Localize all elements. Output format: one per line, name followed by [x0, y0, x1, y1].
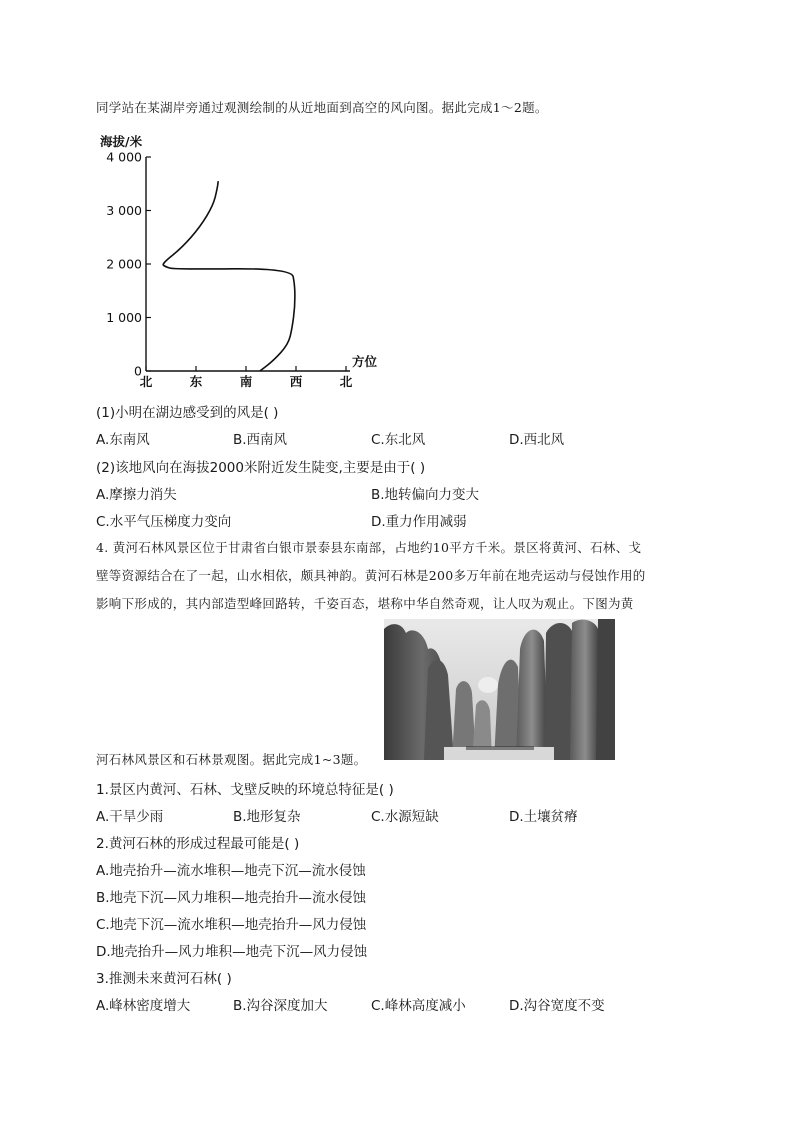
s2-q2-stem: 2.黄河石林的形成过程最可能是( )	[96, 836, 300, 852]
s2-q1-option-b[interactable]: B.地形复杂	[233, 809, 301, 825]
y-tick-label: 3 000	[106, 203, 142, 218]
s2-q1-option-a[interactable]: A.干旱少雨	[96, 809, 164, 825]
s2-q3-option-d[interactable]: D.沟谷宽度不变	[509, 998, 605, 1014]
s2-q1-option-c[interactable]: C.水源短缺	[371, 809, 439, 825]
q2-option-b[interactable]: B.地转偏向力变大	[371, 487, 480, 503]
y-tick-label: 1 000	[106, 310, 142, 325]
q1-option-b[interactable]: B.西南风	[233, 432, 288, 448]
wind-direction-series-line	[163, 181, 295, 371]
s2-q1-stem: 1.景区内黄河、石林、戈壁反映的环境总特征是( )	[96, 782, 394, 798]
y-tick-label: 4 000	[106, 149, 142, 165]
s2-q3-option-b[interactable]: B.沟谷深度加大	[233, 998, 328, 1014]
wind-direction-chart	[90, 128, 390, 398]
s2-q3-option-a[interactable]: A.峰林密度增大	[96, 998, 191, 1014]
section2-intro-line-3: 影响下形成的，其内部造型峰回路转，千姿百态，堪称中华自然奇观，让人叹为观止。下图为黄	[96, 596, 634, 611]
q2-option-d[interactable]: D.重力作用减弱	[371, 514, 467, 530]
q1-option-a[interactable]: A.东南风	[96, 432, 150, 448]
section2-intro-line-1: 4. 黄河石林风景区位于甘肃省白银市景泰县东南部，占地约10平方千米。景区将黄河、石林、戈	[96, 540, 642, 555]
s2-q2-option-b[interactable]: B.地壳下沉—风力堆积—地壳抬升—流水侵蚀	[96, 890, 367, 906]
section2-intro-line-4: 河石林风景区和石林景观图。据此完成1~3题。	[96, 752, 367, 767]
x-tick-label: 北	[139, 374, 153, 389]
s2-q2-option-a[interactable]: A.地壳抬升—流水堆积—地壳下沉—流水侵蚀	[96, 863, 366, 879]
x-tick-label: 西	[289, 374, 303, 389]
section1-intro: 同学站在某湖岸旁通过观测绘制的从近地面到高空的风向图。据此完成1～2题。	[96, 100, 548, 115]
y-tick-label: 2 000	[106, 256, 142, 272]
x-tick-label: 东	[189, 374, 203, 389]
q1-option-c[interactable]: C.东北风	[371, 432, 426, 448]
s2-q3-option-c[interactable]: C.峰林高度减小	[371, 998, 466, 1014]
x-tick-label: 南	[239, 374, 253, 389]
stone-forest-photo	[384, 619, 615, 760]
s2-q2-option-c[interactable]: C.地壳下沉—流水堆积—地壳抬升—风力侵蚀	[96, 917, 367, 933]
q1-stem: (1)小明在湖边感受到的风是( )	[96, 405, 279, 421]
y-tick-label: 0	[134, 363, 142, 379]
x-axis-label: 方位	[352, 354, 378, 369]
q1-option-d[interactable]: D.西北风	[509, 432, 565, 448]
q2-option-a[interactable]: A.摩擦力消失	[96, 487, 177, 503]
s2-q3-stem: 3.推测未来黄河石林( )	[96, 971, 232, 987]
section2-intro-line-2: 壁等资源结合在了一起，山水相依，颇具神韵。黄河石林是200多万年前在地壳运动与侵蚀作用的	[96, 568, 646, 583]
x-tick-label: 北	[339, 374, 353, 389]
s2-q2-option-d[interactable]: D.地壳抬升—风力堆积—地壳下沉—风力侵蚀	[96, 944, 368, 960]
y-axis-label: 海拔/米	[100, 134, 143, 149]
s2-q1-option-d[interactable]: D.土壤贫瘠	[509, 809, 578, 825]
q2-stem: (2)该地风向在海拔2000米附近发生陡变,主要是由于( )	[96, 460, 426, 476]
q2-option-c[interactable]: C.水平气压梯度力变向	[96, 514, 232, 530]
